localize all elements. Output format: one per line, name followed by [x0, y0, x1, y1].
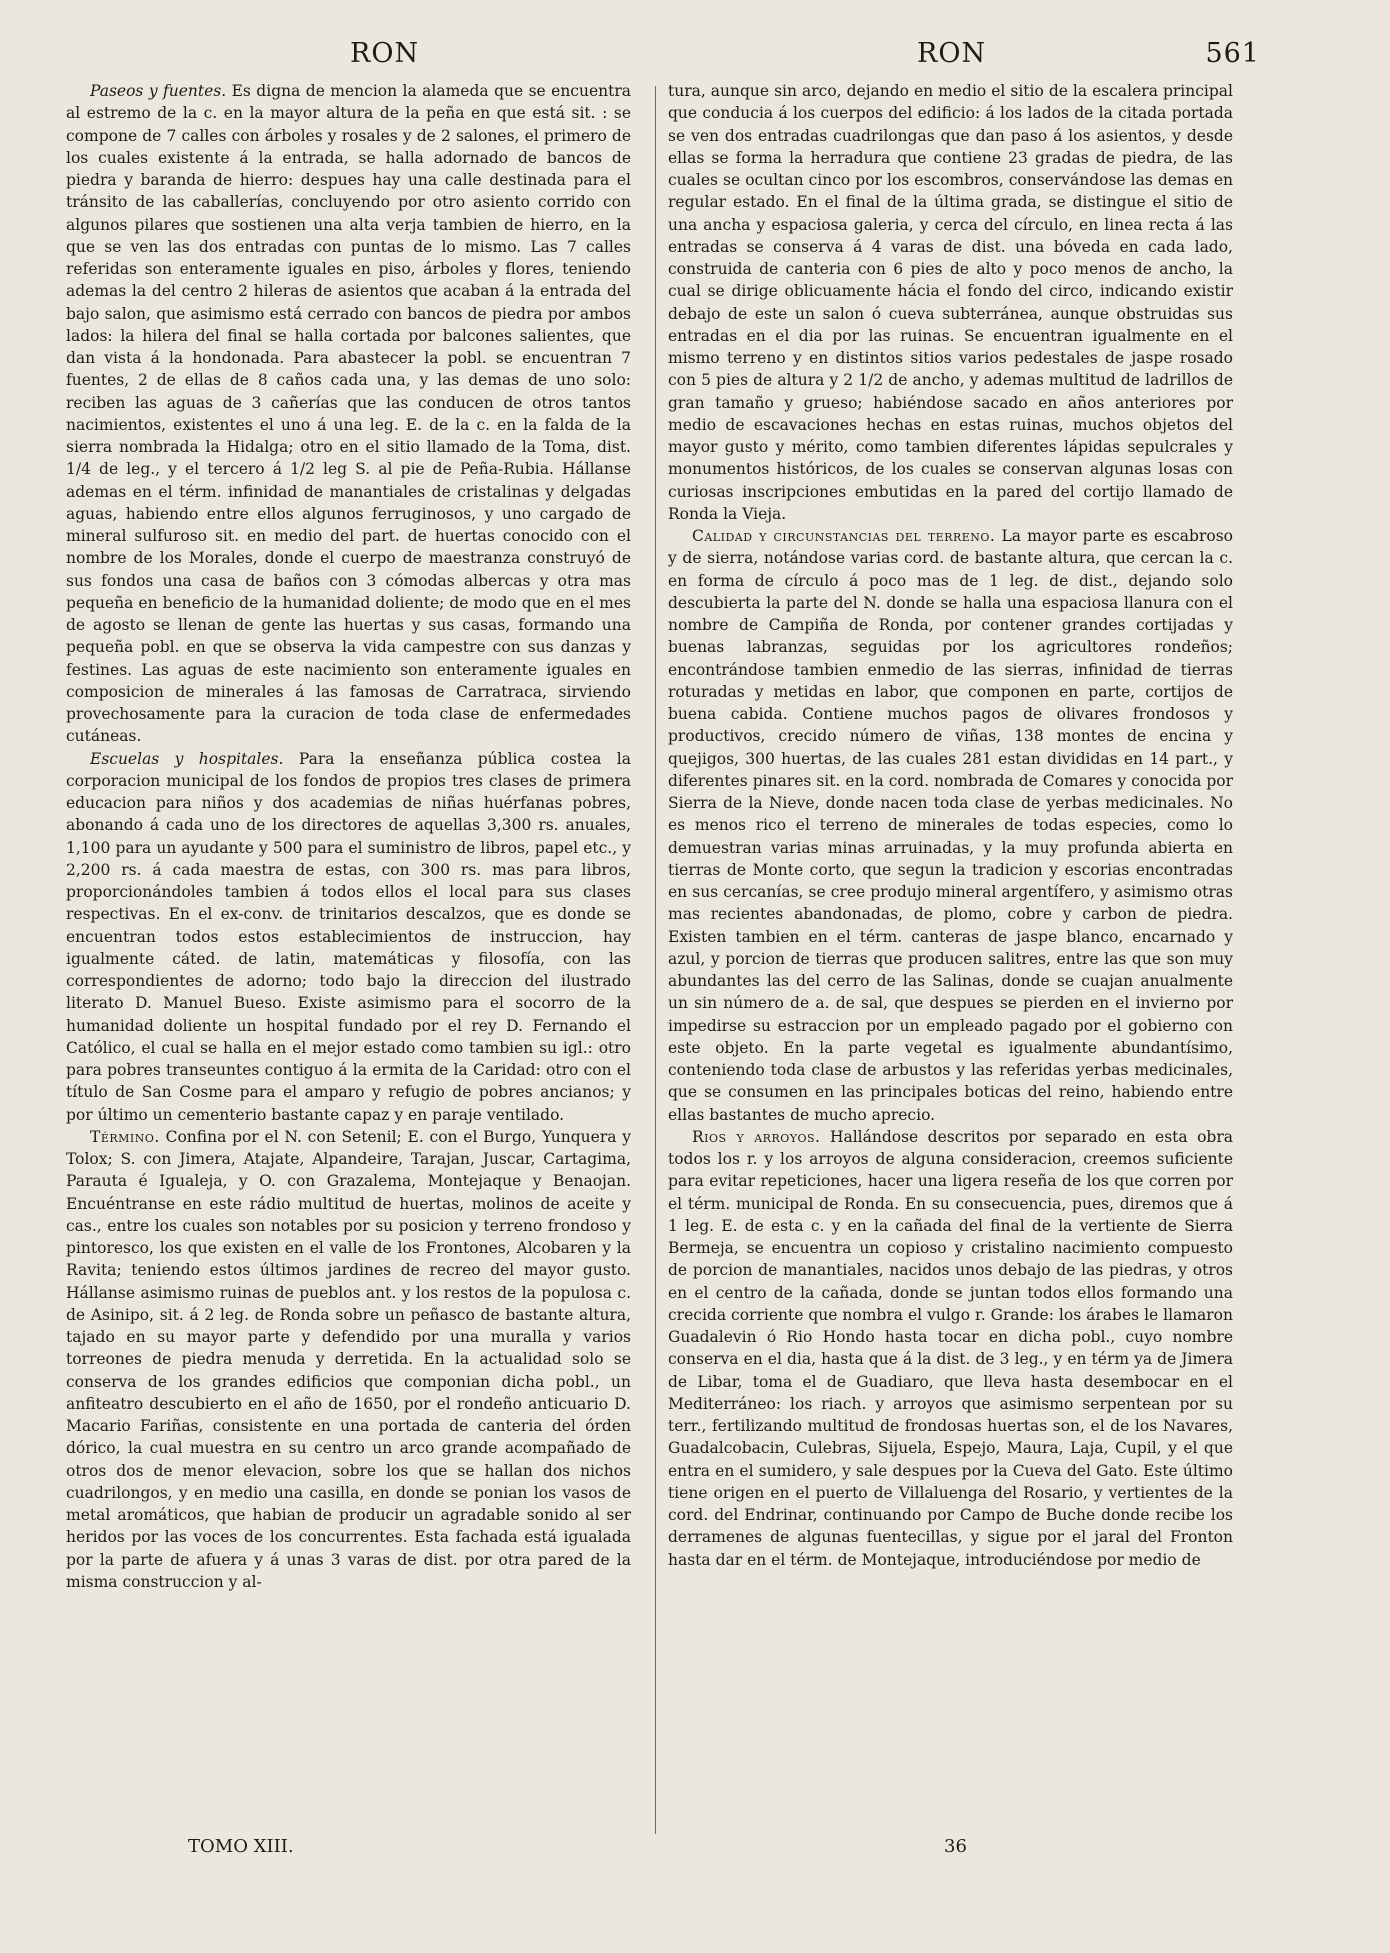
- paragraph-calidad: [668, 525, 1233, 1126]
- paragraph-escuelas: [66, 748, 631, 1126]
- paragraph-text: Hallándose descritos por separado en esta obra todos los r. y los arroyos de alguna consideracion, creemos suficiente para evitar repeticiones, hacer una ligera reseña de los que corren por el térm. municipal de Ronda. En su consecuencia, pues, diremos que á 1 leg. E. de esta c. y en la cañada del final de la vertiente de Sierra Bermeja, se encuentra un copioso y cristalino nacimiento compuesto de porcion de manantiales, nacidos unos debajo de las piedras, y otros en el centro de la cañada, donde se juntan todos ellos formando una crecida corriente que nombra el vulgo r. Grande: los árabes le llamaron Guadalevin ó Rio Hondo hasta tocar en dicha pobl., cuyo nombre conserva en el dia, hasta que á la dist. de 3 leg., y en térm ya de Jimera de Libar, toma el de Guadiaro, que lleva hasta desembocar en el Mediterráneo: los riach. y arroyos que asimismo serpentean por su terr., fertilizando multitud de frondosas huertas son, el de los Navares, Guadalcobacin, Culebras, Sijuela, Espejo, Maura, Laja, Cupil, y el que entra en el sumidero, y sale despues por la Cueva del Gato. Este último tiene origen en el puerto de Villaluenga del Rosario, y vertientes de la cord. del Endrinar, continuando por Campo de Buche donde recibe los derramenes de algunas fuentecillas, y sigue por el jaral del Fronton hasta dar en el térm. de Montejaque, introduciéndose por medio de: [668, 1127, 1233, 1569]
- paragraph-termino: [66, 1126, 631, 1593]
- left-column: [66, 80, 631, 1593]
- paragraph-text: tura, aunque sin arco, dejando en medio el sitio de la escalera principal que conducia á los cuerpos del edificio: á los lados de la citada portada se ven dos entradas cuadrilongas que dan paso á los asientos, y desde ellas se forma la herradura que contiene 23 gradas de piedra, de las cuales se ocultan cinco por los escombros, conservándose las demas en regular estado. En el final de la última grada, se distingue el sitio de una ancha y espaciosa galeria, y cerca del círculo, en linea recta á las entradas se conserva á 4 varas de dist. una bóveda en cada lado, construida de canteria con 6 pies de alto y poco menos de ancho, la cual se dirige oblicuamente hácia el fondo del circo, indicando existir debajo de este un salon ó cueva subterránea, aunque obstruidas sus entradas en el dia por las ruinas. Se encuentran igualmente en el mismo terreno y en distintos sitios varios pedestales de jaspe rosado con 5 pies de altura y 2 1/2 de ancho, y ademas multitud de ladrillos de gran tamaño y grueso; habiéndose sacado en años anteriores por medio de escavaciones hechas en estas ruinas, muchos objetos del mayor gusto y mérito, como tambien diferentes lápidas sepulcrales y monumentos históricos, de los cuales se conservan algunas losas con curiosas inscripciones embutidas en la pared del cortijo llamado de Ronda la Vieja.: [668, 82, 1233, 523]
- header-title-right: RON: [917, 38, 987, 69]
- volume-label: TOMO XIII.: [188, 1836, 294, 1857]
- signature-mark: 36: [944, 1836, 967, 1857]
- paragraph-paseos: [66, 80, 631, 748]
- right-column: [668, 80, 1233, 1571]
- column-divider: [655, 86, 656, 1834]
- section-heading-rios: Rios y arroyos.: [692, 1127, 821, 1146]
- page-number: 561: [1205, 38, 1260, 69]
- paragraph-continuation: [668, 80, 1233, 525]
- running-header: [80, 38, 1260, 78]
- section-heading-calidad: Calidad y circunstancias del terreno.: [692, 527, 996, 545]
- paragraph-text: Es digna de mencion la alameda que se encuentra al estremo de la c. en la mayor altura de la peña en que está sit. : se compone de 7 calles con árboles y rosales y de 2 salones, el primero de los cuales existente á la entrada, se halla adornado de bancos de piedra y baranda de hierro: despues hay una calle destinada para el tránsito de las caballerías, concluyendo por otro asiento corrido con algunos pilares que sostienen una alta verja tambien de hierro, en la que se ven las dos entradas con puntas de lo mismo. Las 7 calles referidas son enteramente iguales en piso, árboles y flores, teniendo ademas la del centro 2 hileras de asientos que acaban á la entrada del bajo salon, que asimismo está cerrado con bancos de piedra por ambos lados: la hilera del final se halla cortada por balcones salientes, que dan vista á la hondonada. Para abastecer la pobl. se encuentran 7 fuentes, 2 de ellas de 8 caños cada una, y las demas de uno solo: reciben las aguas de 3 cañerías que las conducen de otros tantos nacimientos, existentes el uno á una leg. E. de la c. en la falda de la sierra nombrada la Hidalga; otro en el sitio llamado de la Toma, dist. 1/4 de leg., y el tercero á 1/2 leg S. al pie de Peña-Rubia. Hállanse ademas en el térm. infinidad de manantiales de cristalinas y delgadas aguas, habiendo entre ellos algunos ferruginosos, y uno cargado de mineral sulfuroso sit. en medio del part. de huertas conocido con el nombre de los Morales, donde el cuerpo de maestranza construyó de sus fondos una casa de baños con 3 cómodas albercas y otra mas pequeña en beneficio de la humanidad doliente; de modo que en el mes de agosto se llenan de gente las huertas y sus casas, formando una pequeña pobl. en que se observa la vida campestre con sus danzas y festines. Las aguas de este nacimiento son enteramente iguales en composicion de minerales á las famosas de Carratraca, sirviendo provechosamente para la curacion de toda clase de enfermedades cutáneas.: [66, 82, 631, 746]
- paragraph-text: La mayor parte es escabroso y de sierra, notándose varias cord. de bastante altura, que cercan la c. en forma de círculo á poco mas de 1 leg. de dist., dejando solo descubierta la parte del N. donde se halla una espaciosa llanura con el nombre de Campiña de Ronda, por contener grandes cortijadas y buenas labranzas, seguidas por los agricultores rondeños; encontrándose tambien enmedio de las sierras, infinidad de tierras roturadas y metidas en labor, que componen en parte, cortijos de buena cabida. Contiene muchos pagos de olivares frondosos y productivos, crecido número de viñas, 138 montes de encina y quejigos, 300 huertas, de las cuales 281 estan divididas en 14 part., y diferentes pinares sit. en la cord. nombrada de Comares y conocida por Sierra de la Nieve, donde nacen toda clase de yerbas medicinales. No es menos rico el terreno de minerales de todas especies, como lo demuestran varias minas arruinadas, y la muy profunda abierta en tierras de Monte corto, que segun la tradicion y escorias encontradas en sus cercanías, se cree produjo mineral argentífero, y asimismo otras mas recientes abandonadas, de plomo, cobre y carbon de piedra. Existen tambien en el térm. canteras de jaspe blanco, encarnado y azul, y porcion de tierras que producen salitres, entre las que son muy abundantes las del cerro de las Salinas, donde se cuajan anualmente un sin número de a. de sal, que despues se pierden en el invierno por impedirse su estraccion por un empleado pagado por el gobierno con este objeto. En la parte vegetal es igualmente abundantísimo, conteniendo toda clase de arbustos y las referidas yerbas medicinales, que se consumen en las principales boticas del reino, habiendo entre ellas bastantes de mucho aprecio.: [668, 527, 1233, 1124]
- header-title-left: RON: [350, 38, 420, 69]
- paragraph-rios: [668, 1126, 1233, 1571]
- paragraph-text: Confina por el N. con Setenil; E. con el Burgo, Yunquera y Tolox; S. con Jimera, Atajate, Alpandeire, Tarajan, Juscar, Cartagima, Parauta é Igualeja, y O. con Grazalema, Montejaque y Benaojan. Encuéntranse en este rádio multitud de huertas, molinos de aceite y cas., entre los cuales son notables por su posicion y terreno frondoso y pintoresco, los que existen en el valle de los Frontones, Alcobaren y la Ravita; teniendo estos últimos jardines de recreo del mayor gusto. Hállanse asimismo ruinas de pueblos ant. y los restos de la populosa c. de Asinipo, sit. á 2 leg. de Ronda sobre un peñasco de bastante altura, tajado en su mayor parte y defendido por una muralla y varios torreones de piedra menuda y derretida. En la actualidad solo se conserva de los grandes edificios que componian dicha pobl., un anfiteatro descubierto en el año de 1650, por el rondeño anticuario D. Macario Fariñas, consistente en una portada de canteria del órden dórico, la cual muestra en su centro un arco grande acompañado de otros dos de menor elevacion, sobre los que se hallan dos nichos cuadrilongos, y en medio una casilla, en donde se ponian los vasos de metal aromáticos, que habian de producir un agradable sonido al ser heridos por las voces de los concurrentes. Esta fachada está igualada por la parte de afuera y á unas 3 varas de dist. por otra pared de la misma construccion y al-: [66, 1127, 631, 1591]
- section-heading-paseos: Paseos y fuentes.: [90, 82, 227, 100]
- section-heading-termino: Término.: [90, 1127, 160, 1146]
- section-heading-escuelas: Escuelas y hospitales.: [90, 749, 284, 768]
- paragraph-text: Para la enseñanza pública costea la corporacion municipal de los fondos de propios tres clases de primera educacion para niños y dos academias de niñas huérfanas pobres, abonando á cada uno de los directores de aquellas 3,300 rs. anuales, 1,100 para un ayudante y 500 para el suministro de libros, papel etc., y 2,200 rs. á cada maestra de estas, con 300 rs. mas para libros, proporcionándoles tambien á todos ellos el local para sus clases respectivas. En el ex-conv. de trinitarios descalzos, que es donde se encuentran todos estos establecimientos de instruccion, hay igualmente cáted. de latin, matemáticas y filosofía, con las correspondientes de adorno; todo bajo la direccion del ilustrado literato D. Manuel Bueso. Existe asimismo para el socorro de la humanidad doliente un hospital fundado por el rey D. Fernando el Católico, el cual se halla en el mejor estado como tambien su igl.: otro para pobres transeuntes contiguo á la ermita de la Caridad: otro con el título de San Cosme para el amparo y refugio de pobres ancianos; y por último un cementerio bastante capaz y en paraje ventilado.: [66, 749, 632, 1124]
